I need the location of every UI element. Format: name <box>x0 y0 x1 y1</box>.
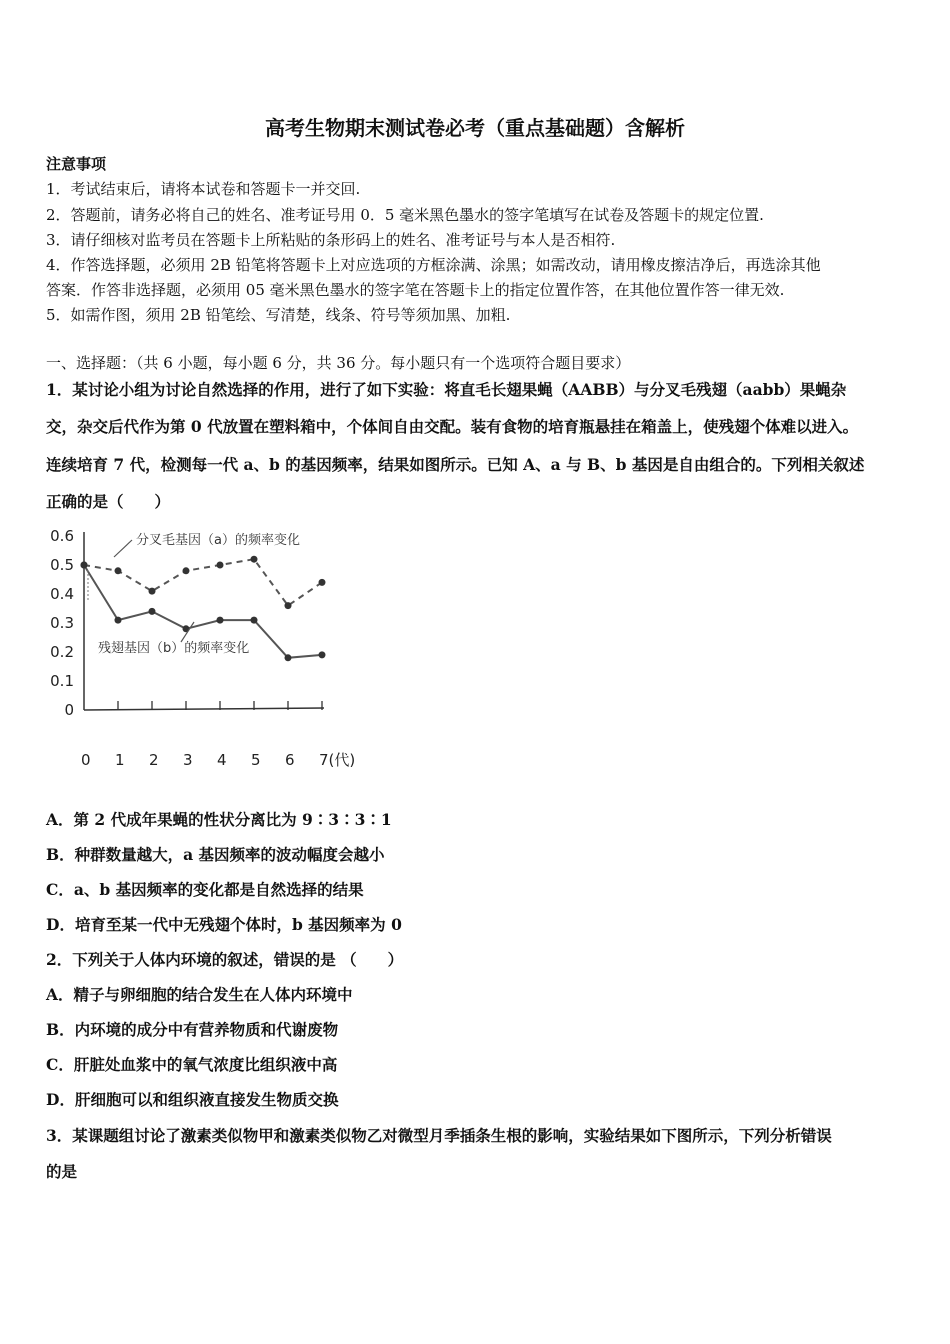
data-point <box>149 588 156 595</box>
question-1-line: 1．某讨论小组为讨论自然选择的作用，进行了如下实验：将直毛长翅果蝇（AABB）与分叉毛残翅（aabb）果蝇杂 <box>46 380 847 399</box>
y-tick-label: 0.5 <box>50 556 74 574</box>
data-point <box>115 567 122 574</box>
notice-item: 1．考试结束后，请将本试卷和答题卡一并交回. <box>46 180 361 198</box>
data-point <box>183 567 190 574</box>
page-title: 高考生物期末测试卷必考（重点基础题）含解析 <box>265 116 685 140</box>
data-point <box>217 617 224 624</box>
x-tick-label: 6 <box>285 751 295 769</box>
data-point <box>319 651 326 658</box>
data-point <box>319 579 326 586</box>
notice-item: 答案．作答非选择题，必须用 05 毫米黑色墨水的签字笔在答题卡上的指定位置作答，在其他位置作答一律无效. <box>46 281 785 299</box>
question-1-line: 正确的是（ ） <box>46 492 171 511</box>
q1-option-d: D．培育至某一代中无残翅个体时，b 基因频率为 0 <box>46 915 402 934</box>
q2-option-d: D．肝细胞可以和组织液直接发生物质交换 <box>46 1090 339 1109</box>
notice-item: 2．答题前，请务必将自己的姓名、准考证号用 0．5 毫米黑色墨水的签字笔填写在试卷及答题卡的规定位置. <box>46 206 764 224</box>
x-tick-label: 4 <box>217 751 227 769</box>
section-heading: 一、选择题：（共 6 小题，每小题 6 分，共 36 分。每小题只有一个选项符合题目要求） <box>46 354 631 372</box>
q1-option-c: C．a、b 基因频率的变化都是自然选择的结果 <box>46 880 364 899</box>
question-1-line: 交，杂交后代作为第 0 代放置在塑料箱中，个体间自由交配。装有食物的培育瓶悬挂在箱盖上，使残翅个体难以进入。 <box>46 417 859 436</box>
series-a-label: 分叉毛基因（a）的频率变化 <box>136 533 300 548</box>
notice-heading: 注意事项 <box>46 155 107 173</box>
y-tick-label: 0.1 <box>50 672 74 690</box>
notice-item: 5．如需作图，须用 2B 铅笔绘、写清楚，线条、符号等须加黑、加粗. <box>46 306 511 324</box>
question-2-stem: 2．下列关于人体内环境的叙述，错误的是 （ ） <box>46 950 404 969</box>
y-tick-label: 0.2 <box>50 643 74 661</box>
data-point <box>81 562 88 569</box>
data-point <box>149 608 156 615</box>
x-tick-label: 3 <box>183 751 193 769</box>
x-tick-label: 7(代) <box>319 751 356 769</box>
data-point <box>251 556 258 563</box>
question-3-line: 的是 <box>46 1162 78 1181</box>
y-tick-label: 0.3 <box>50 614 74 632</box>
data-point <box>115 617 122 624</box>
q2-option-c: C．肝脏处血浆中的氧气浓度比组织液中高 <box>46 1055 338 1074</box>
q1-option-b: B．种群数量越大，a 基因频率的波动幅度会越小 <box>46 845 385 864</box>
gene-frequency-chart <box>46 520 366 780</box>
question-1-line: 连续培育 7 代，检测每一代 a、b 的基因频率，结果如图所示。已知 A、a 与 B、b 基因是自由组合的。下列相关叙述 <box>46 455 865 474</box>
y-tick-label: 0.6 <box>50 527 74 545</box>
series-a-pointer <box>114 540 132 557</box>
x-tick-label: 2 <box>149 751 159 769</box>
y-tick-label: 0 <box>64 701 74 719</box>
y-tick-label: 0.4 <box>50 585 74 603</box>
data-point <box>285 654 292 661</box>
q2-option-b: B．内环境的成分中有营养物质和代谢废物 <box>46 1020 339 1039</box>
notice-item: 3．请仔细核对监考员在答题卡上所粘贴的条形码上的姓名、准考证号与本人是否相符. <box>46 231 616 249</box>
data-point <box>251 617 258 624</box>
series-a-line <box>84 559 322 605</box>
x-tick-label: 5 <box>251 751 261 769</box>
question-3-line: 3．某课题组讨论了激素类似物甲和激素类似物乙对微型月季插条生根的影响，实验结果如下图所示，下列分析错误 <box>46 1126 832 1145</box>
q1-option-a: A．第 2 代成年果蝇的性状分离比为 9∶3∶3∶1 <box>46 810 392 829</box>
data-point <box>285 602 292 609</box>
series-b-pointer <box>181 622 194 642</box>
data-point <box>217 562 224 569</box>
x-tick-label: 1 <box>115 751 125 769</box>
series-b-label: 残翅基因（b）的频率变化 <box>98 641 250 656</box>
q2-option-a: A．精子与卵细胞的结合发生在人体内环境中 <box>46 985 353 1004</box>
notice-item: 4．作答选择题，必须用 2B 铅笔将答题卡上对应选项的方框涂满、涂黑；如需改动，请用橡皮擦洁净后，再选涂其他 <box>46 256 821 274</box>
x-tick-label: 0 <box>81 751 91 769</box>
